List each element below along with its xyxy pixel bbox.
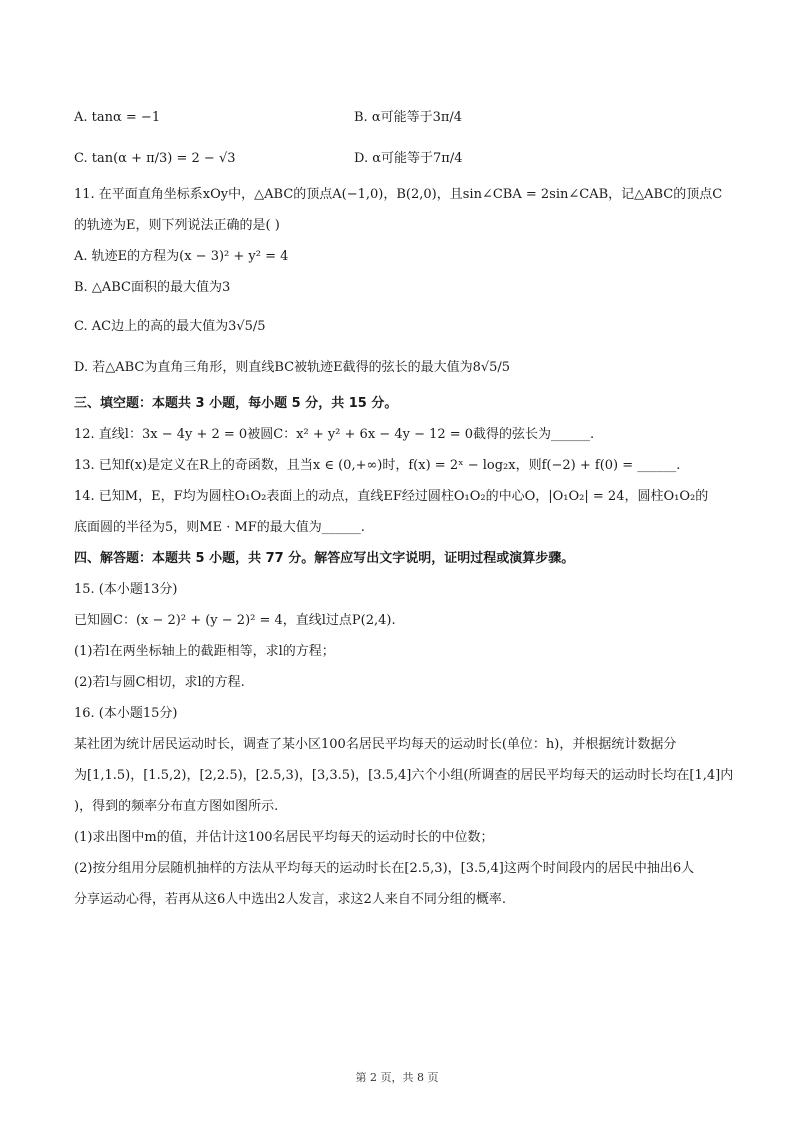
q15-stem: 已知圆C：(x − 2)² + (y − 2)² = 4，直线l过点P(2,4). bbox=[74, 613, 396, 628]
page-footer: 第 2 页，共 8 页 bbox=[355, 1071, 439, 1084]
q15-part2: (2)若l与圆C相切，求l的方程. bbox=[74, 675, 245, 690]
q10-option-d: D. α可能等于7π/4 bbox=[354, 151, 463, 166]
q16-heading: 16. (本小题15分) bbox=[74, 706, 178, 721]
q16-stem-line1: 某社团为统计居民运动时长，调查了某小区100名居民平均每天的运动时长(单位：h)，并根据统计数据分 bbox=[74, 737, 677, 752]
q16-part2-line2: 分享运动心得，若再从这6人中选出2人发言，求这2人来自不同分组的概率. bbox=[74, 892, 506, 907]
q11-stem-line1: 11. 在平面直角坐标系xOy中，△ABC的顶点A(−1,0)，B(2,0)，且sin∠CBA = 2sin∠CAB，记△ABC的顶点C bbox=[74, 187, 723, 202]
q10-option-a: A. tanα = −1 bbox=[74, 110, 161, 125]
q14-line1: 14. 已知M，E，F均为圆柱O₁O₂表面上的动点，直线EF经过圆柱O₁O₂的中心O，|O₁O₂| = 24，圆柱O₁O₂的 bbox=[74, 489, 709, 504]
q11-option-b: B. △ABC面积的最大值为3 bbox=[74, 280, 231, 295]
q11-option-c: C. AC边上的高的最大值为3√5/5 bbox=[74, 319, 266, 334]
section-heading-fill-in: 三、填空题：本题共 3 小题，每小题 5 分，共 15 分。 bbox=[74, 396, 398, 411]
q10-option-c: C. tan(α + π/3) = 2 − √3 bbox=[74, 151, 236, 166]
q12-text: 12. 直线l：3x − 4y + 2 = 0被圆C：x² + y² + 6x − 4y − 12 = 0截得的弦长为______. bbox=[74, 427, 595, 442]
q16-part1: (1)求出图中m的值，并估计这100名居民平均每天的运动时长的中位数； bbox=[74, 830, 494, 845]
q11-option-a: A. 轨迹E的方程为(x − 3)² + y² = 4 bbox=[74, 249, 289, 264]
q16-stem-line3: )，得到的频率分布直方图如图所示. bbox=[74, 799, 279, 814]
q15-heading: 15. (本小题13分) bbox=[74, 582, 178, 597]
q16-stem-line2: 为[1,1.5)，[1.5,2)，[2,2.5)，[2.5,3)，[3,3.5)，[3.5,4]六个小组(所调查的居民平均每天的运动时长均在[1,4]内 bbox=[74, 768, 734, 783]
q14-line2: 底面圆的半径为5，则ME · MF的最大值为______. bbox=[74, 520, 365, 535]
q16-part2-line1: (2)按分组用分层随机抽样的方法从平均每天的运动时长在[2.5,3)，[3.5,4]这两个时间段内的居民中抽出6人 bbox=[74, 861, 695, 876]
q10-option-b: B. α可能等于3π/4 bbox=[354, 110, 463, 125]
q13-text: 13. 已知f(x)是定义在R上的奇函数，且当x ∈ (0,+∞)时，f(x) = 2ˣ − log₂x，则f(−2) + f(0) = ______. bbox=[74, 458, 681, 473]
section-heading-solve: 四、解答题：本题共 5 小题，共 77 分。解答应写出文字说明，证明过程或演算步骤。 bbox=[74, 551, 575, 566]
q11-stem-line2: 的轨迹为E，则下列说法正确的是( ) bbox=[74, 218, 280, 233]
q15-part1: (1)若l在两坐标轴上的截距相等，求l的方程； bbox=[74, 644, 335, 659]
q11-option-d: D. 若△ABC为直角三角形，则直线BC被轨迹E截得的弦长的最大值为8√5/5 bbox=[74, 360, 511, 375]
